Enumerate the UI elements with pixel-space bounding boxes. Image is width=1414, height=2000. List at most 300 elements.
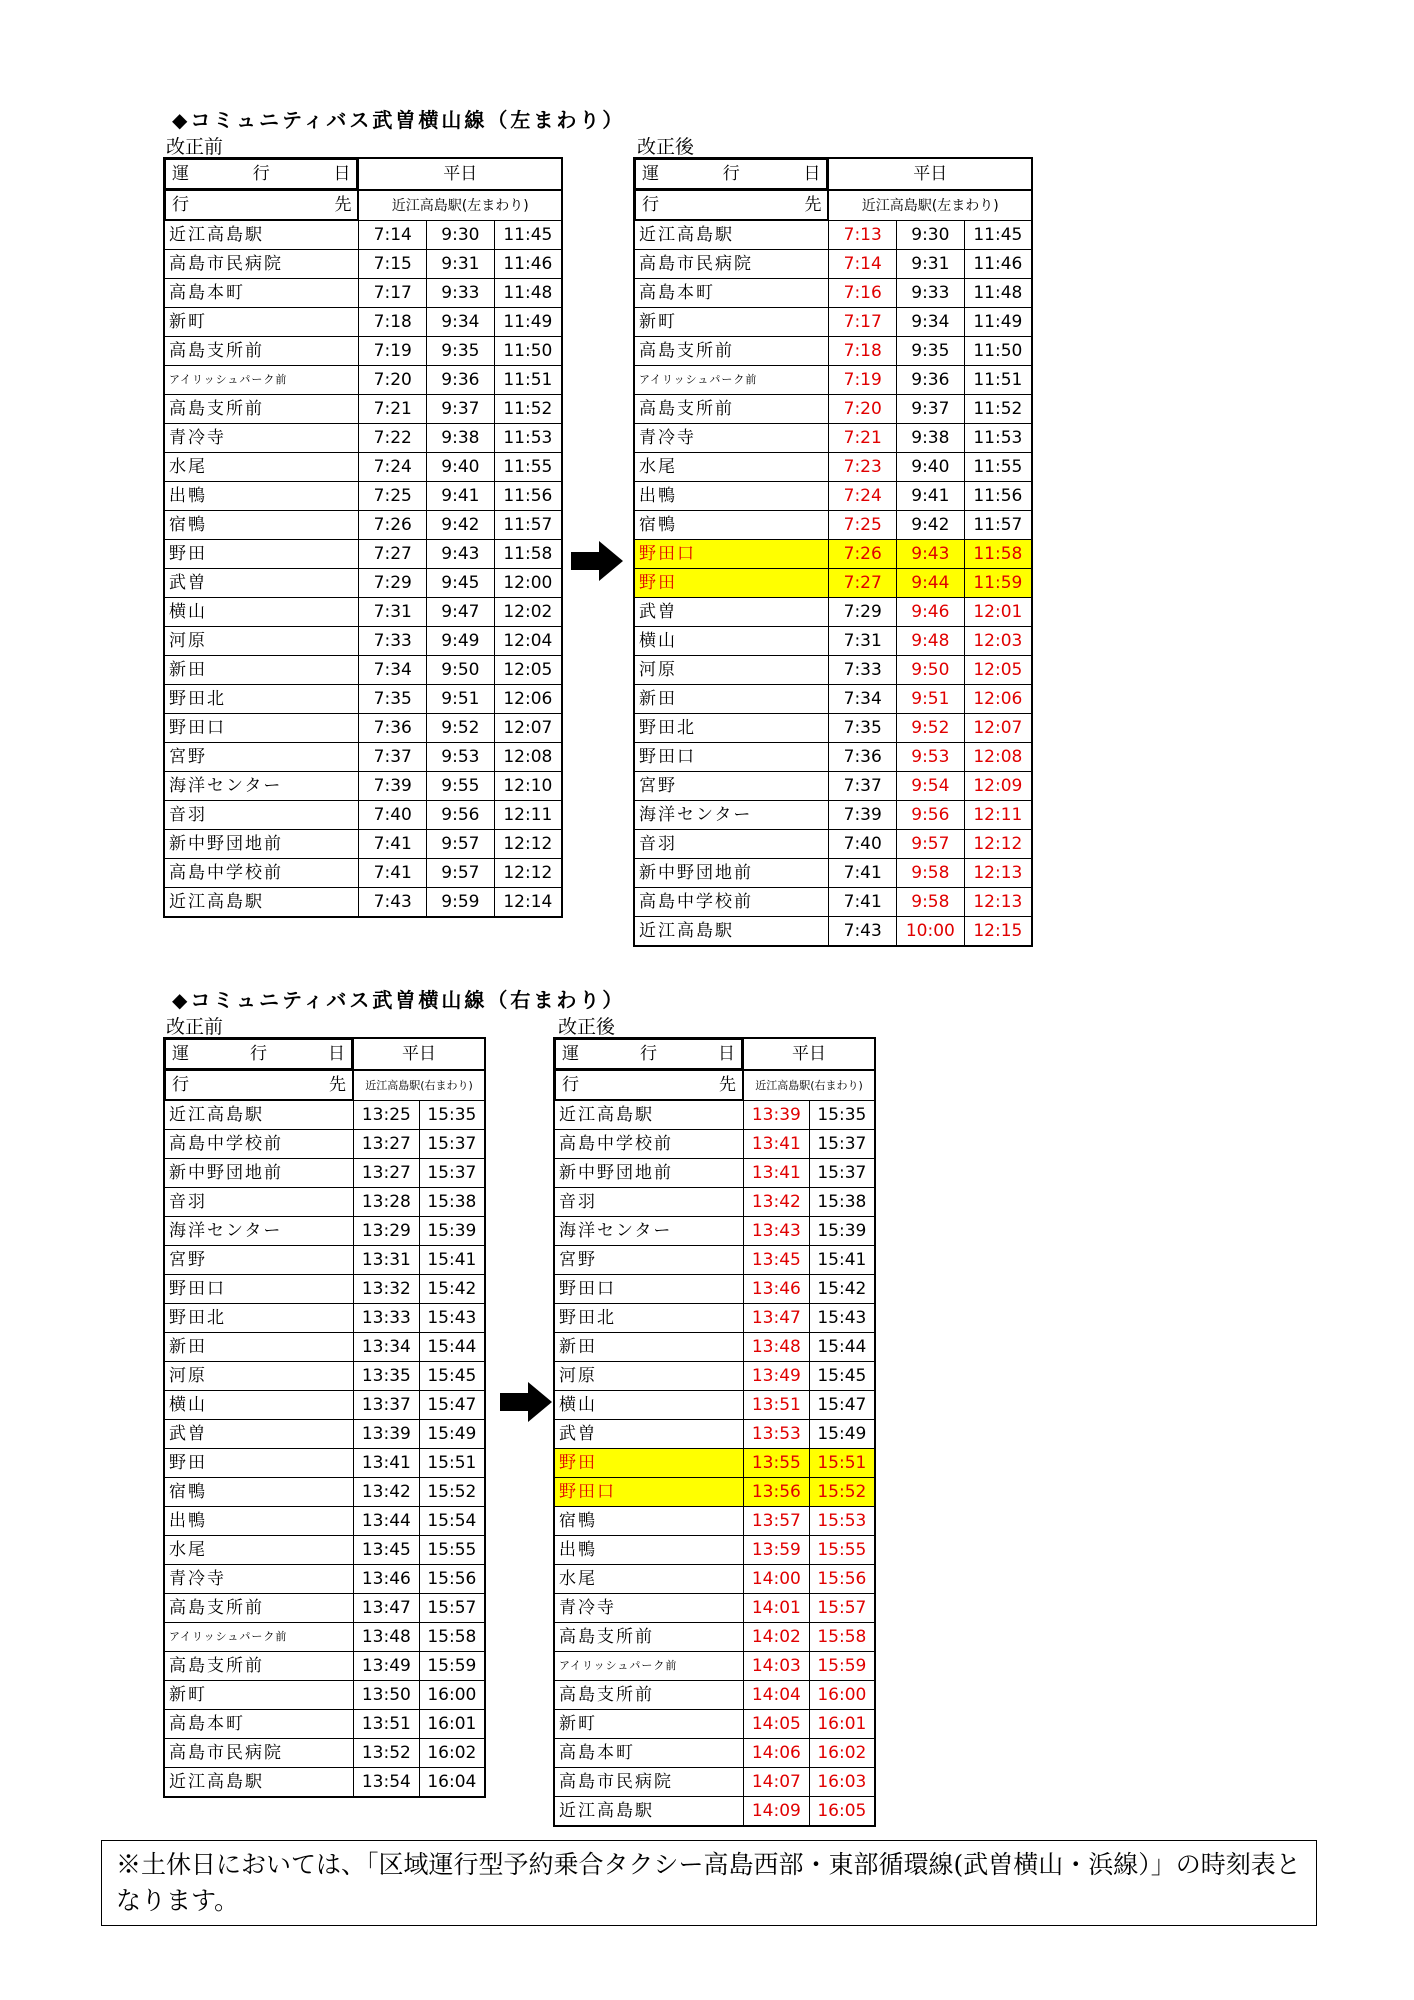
departure-time: 13:53 [744, 1420, 810, 1449]
departure-time: 14:07 [744, 1768, 810, 1797]
service-day-value: 平日 [744, 1038, 876, 1070]
departure-time: 11:59 [964, 569, 1032, 598]
departure-time: 12:06 [964, 685, 1032, 714]
stop-name: 海洋センター [634, 801, 829, 830]
departure-time: 12:08 [964, 743, 1032, 772]
table-row [164, 1768, 485, 1798]
departure-time: 7:22 [359, 424, 427, 453]
departure-time: 7:17 [829, 308, 897, 337]
stop-name: 近江高島駅 [164, 888, 359, 918]
table-row [554, 1159, 875, 1188]
timetable-right-loop-before [163, 1037, 486, 1798]
departure-time: 12:15 [964, 917, 1032, 947]
departure-time: 7:43 [829, 917, 897, 947]
stop-name: 海洋センター [164, 772, 359, 801]
table-row [634, 656, 1032, 685]
departure-time: 7:33 [829, 656, 897, 685]
departure-time: 7:17 [359, 279, 427, 308]
departure-time: 13:35 [354, 1362, 420, 1391]
departure-time: 13:44 [354, 1507, 420, 1536]
table-row [634, 221, 1032, 250]
departure-time: 15:37 [809, 1159, 875, 1188]
departure-time: 9:33 [427, 279, 495, 308]
table-row [634, 395, 1032, 424]
departure-time: 7:27 [359, 540, 427, 569]
departure-time: 14:09 [744, 1797, 810, 1827]
departure-time: 11:48 [964, 279, 1032, 308]
departure-time: 12:11 [494, 801, 562, 830]
table-row [554, 1507, 875, 1536]
departure-time: 7:36 [829, 743, 897, 772]
destination-label-char: 行 [172, 195, 189, 215]
table-row [634, 598, 1032, 627]
table-row [634, 569, 1032, 598]
table-row [554, 1739, 875, 1768]
table-row [164, 1101, 485, 1130]
departure-time: 15:51 [809, 1449, 875, 1478]
departure-time: 15:45 [809, 1362, 875, 1391]
departure-time: 12:11 [964, 801, 1032, 830]
departure-time: 9:57 [427, 859, 495, 888]
departure-time: 13:25 [354, 1101, 420, 1130]
departure-time: 7:31 [829, 627, 897, 656]
header-row-destination [554, 1070, 875, 1101]
stop-name: 新田 [164, 656, 359, 685]
stop-name: アイリッシュパーク前 [164, 1623, 354, 1652]
departure-time: 13:29 [354, 1217, 420, 1246]
destination-label-char: 先 [719, 1075, 736, 1095]
table-row [164, 656, 562, 685]
departure-time: 14:01 [744, 1594, 810, 1623]
stop-name: 音羽 [164, 801, 359, 830]
stop-name: 高島支所前 [164, 1652, 354, 1681]
table-row [554, 1594, 875, 1623]
departure-time: 13:57 [744, 1507, 810, 1536]
departure-time: 15:38 [419, 1188, 485, 1217]
stop-name: 野田口 [634, 743, 829, 772]
table-row [634, 917, 1032, 947]
table-row [554, 1188, 875, 1217]
table-row [164, 1478, 485, 1507]
departure-time: 13:28 [354, 1188, 420, 1217]
table-row [164, 801, 562, 830]
departure-time: 11:49 [494, 308, 562, 337]
departure-time: 9:40 [897, 453, 965, 482]
departure-time: 16:00 [419, 1681, 485, 1710]
departure-time: 9:34 [897, 308, 965, 337]
table-row [164, 743, 562, 772]
departure-time: 13:48 [354, 1623, 420, 1652]
departure-time: 11:53 [494, 424, 562, 453]
table-row [164, 1623, 485, 1652]
departure-time: 7:19 [829, 366, 897, 395]
departure-time: 13:32 [354, 1275, 420, 1304]
table-row [634, 685, 1032, 714]
stop-name: アイリッシュパーク前 [634, 366, 829, 395]
departure-time: 13:41 [744, 1159, 810, 1188]
stop-name: 音羽 [634, 830, 829, 859]
right-arrow-icon [500, 1382, 552, 1422]
stop-name: 宮野 [164, 743, 359, 772]
departure-time: 7:23 [829, 453, 897, 482]
stop-name: 出鴨 [164, 482, 359, 511]
table-row [554, 1652, 875, 1681]
after-label: 改正後 [637, 136, 695, 158]
departure-time: 11:49 [964, 308, 1032, 337]
table-row [634, 859, 1032, 888]
departure-time: 9:31 [897, 250, 965, 279]
departure-time: 7:39 [829, 801, 897, 830]
table-row [164, 1333, 485, 1362]
departure-time: 9:41 [897, 482, 965, 511]
stop-name: 新田 [164, 1333, 354, 1362]
table-row [164, 250, 562, 279]
stop-name: 青冷寺 [634, 424, 829, 453]
departure-time: 7:21 [829, 424, 897, 453]
departure-time: 15:55 [809, 1536, 875, 1565]
departure-time: 15:47 [419, 1391, 485, 1420]
departure-time: 14:04 [744, 1681, 810, 1710]
departure-time: 7:41 [359, 830, 427, 859]
stop-name: アイリッシュパーク前 [164, 366, 359, 395]
stop-name: 宿鴨 [634, 511, 829, 540]
departure-time: 11:56 [494, 482, 562, 511]
departure-time: 9:52 [427, 714, 495, 743]
table-row [634, 482, 1032, 511]
departure-time: 12:03 [964, 627, 1032, 656]
table-row [164, 337, 562, 366]
departure-time: 15:35 [809, 1101, 875, 1130]
table-row [634, 772, 1032, 801]
stop-name: 宿鴨 [164, 1478, 354, 1507]
departure-time: 11:46 [964, 250, 1032, 279]
departure-time: 7:40 [359, 801, 427, 830]
table-row [634, 308, 1032, 337]
table-row [164, 598, 562, 627]
table-row [554, 1536, 875, 1565]
departure-time: 11:48 [494, 279, 562, 308]
table-row [554, 1362, 875, 1391]
stop-name: 近江高島駅 [164, 1101, 354, 1130]
stop-name: 出鴨 [554, 1536, 744, 1565]
table-row [164, 1246, 485, 1275]
table-row [164, 1217, 485, 1246]
departure-time: 15:52 [419, 1478, 485, 1507]
departure-time: 9:50 [427, 656, 495, 685]
departure-time: 16:00 [809, 1681, 875, 1710]
stop-name: 宮野 [634, 772, 829, 801]
stop-name: 宮野 [554, 1246, 744, 1275]
departure-time: 7:31 [359, 598, 427, 627]
stop-name: 野田口 [634, 540, 829, 569]
table-row [164, 1739, 485, 1768]
table-row [554, 1391, 875, 1420]
departure-time: 13:52 [354, 1739, 420, 1768]
stop-name: 高島本町 [164, 1710, 354, 1739]
table-row [634, 366, 1032, 395]
stop-name: 近江高島駅 [634, 221, 829, 250]
departure-time: 15:39 [809, 1217, 875, 1246]
departure-time: 16:01 [809, 1710, 875, 1739]
table-row [554, 1304, 875, 1333]
stop-name: 横山 [164, 1391, 354, 1420]
departure-time: 12:12 [494, 830, 562, 859]
stop-name: アイリッシュパーク前 [554, 1652, 744, 1681]
departure-time: 9:51 [427, 685, 495, 714]
stop-name: 新町 [634, 308, 829, 337]
destination-label [555, 1070, 743, 1100]
service-day-label-char: 日 [333, 164, 351, 184]
table-row [554, 1101, 875, 1130]
departure-time: 7:35 [829, 714, 897, 743]
departure-time: 15:55 [419, 1536, 485, 1565]
departure-time: 7:41 [359, 859, 427, 888]
header-row-destination [634, 190, 1032, 221]
table-row [634, 627, 1032, 656]
stop-name: 河原 [554, 1362, 744, 1391]
departure-time: 9:37 [897, 395, 965, 424]
stop-name: 野田 [164, 1449, 354, 1478]
departure-time: 12:12 [494, 859, 562, 888]
departure-time: 14:00 [744, 1565, 810, 1594]
departure-time: 9:53 [897, 743, 965, 772]
table-row [554, 1130, 875, 1159]
departure-time: 11:45 [964, 221, 1032, 250]
header-row-service-day [164, 158, 562, 190]
destination-label-char: 行 [172, 1075, 189, 1095]
stop-name: 武曽 [554, 1420, 744, 1449]
stop-name: 野田 [164, 540, 359, 569]
destination-value: 近江高島駅(左まわり) [829, 190, 1032, 221]
stop-name: 近江高島駅 [554, 1797, 744, 1827]
departure-time: 13:41 [354, 1449, 420, 1478]
departure-time: 13:37 [354, 1391, 420, 1420]
destination-value: 近江高島駅(右まわり) [354, 1070, 486, 1101]
stop-name: 高島支所前 [554, 1681, 744, 1710]
departure-time: 13:43 [744, 1217, 810, 1246]
departure-time: 15:49 [809, 1420, 875, 1449]
departure-time: 7:26 [359, 511, 427, 540]
departure-time: 14:06 [744, 1739, 810, 1768]
before-label: 改正前 [166, 136, 224, 158]
departure-time: 11:51 [964, 366, 1032, 395]
stop-name: 野田 [634, 569, 829, 598]
departure-time: 11:58 [964, 540, 1032, 569]
stop-name: 青冷寺 [164, 424, 359, 453]
stop-name: 高島支所前 [164, 395, 359, 424]
departure-time: 16:02 [419, 1739, 485, 1768]
stop-name: 水尾 [554, 1565, 744, 1594]
departure-time: 7:34 [359, 656, 427, 685]
departure-time: 7:40 [829, 830, 897, 859]
table-row [164, 540, 562, 569]
departure-time: 7:27 [829, 569, 897, 598]
right-arrow-icon [571, 541, 623, 581]
table-row [164, 1449, 485, 1478]
departure-time: 13:33 [354, 1304, 420, 1333]
table-row [164, 1681, 485, 1710]
destination-label-char: 先 [329, 1075, 346, 1095]
table-row [164, 308, 562, 337]
destination-value: 近江高島駅(右まわり) [744, 1070, 876, 1101]
table-row [634, 453, 1032, 482]
departure-time: 12:14 [494, 888, 562, 918]
departure-time: 15:39 [419, 1217, 485, 1246]
table-row [164, 424, 562, 453]
departure-time: 9:52 [897, 714, 965, 743]
departure-time: 9:42 [897, 511, 965, 540]
table-row [164, 569, 562, 598]
stop-name: 新田 [634, 685, 829, 714]
timetable-right-loop-after [553, 1037, 876, 1827]
departure-time: 12:09 [964, 772, 1032, 801]
departure-time: 16:01 [419, 1710, 485, 1739]
departure-time: 15:42 [809, 1275, 875, 1304]
departure-time: 9:59 [427, 888, 495, 918]
stop-name: 高島中学校前 [164, 1130, 354, 1159]
departure-time: 15:42 [419, 1275, 485, 1304]
departure-time: 9:30 [897, 221, 965, 250]
table-row [554, 1478, 875, 1507]
table-row [634, 540, 1032, 569]
header-row-service-day [164, 1038, 485, 1070]
stop-name: 野田 [554, 1449, 744, 1478]
departure-time: 13:39 [744, 1101, 810, 1130]
departure-time: 15:41 [419, 1246, 485, 1275]
table-row [164, 1536, 485, 1565]
table-row [634, 250, 1032, 279]
stop-name: 近江高島駅 [634, 917, 829, 947]
table-row [164, 1188, 485, 1217]
departure-time: 9:57 [427, 830, 495, 859]
service-day-label-char: 行 [252, 164, 270, 184]
departure-time: 11:58 [494, 540, 562, 569]
stop-name: 新田 [554, 1333, 744, 1362]
stop-name: 音羽 [554, 1188, 744, 1217]
table-row [634, 337, 1032, 366]
stop-name: 高島支所前 [634, 337, 829, 366]
stop-name: 宿鴨 [164, 511, 359, 540]
departure-time: 15:41 [809, 1246, 875, 1275]
stop-name: 野田口 [554, 1275, 744, 1304]
departure-time: 12:05 [494, 656, 562, 685]
departure-time: 11:52 [494, 395, 562, 424]
departure-time: 15:57 [809, 1594, 875, 1623]
departure-time: 15:56 [809, 1565, 875, 1594]
departure-time: 7:20 [359, 366, 427, 395]
stop-name: 武曽 [164, 1420, 354, 1449]
departure-time: 13:47 [354, 1594, 420, 1623]
service-day-label-char: 行 [250, 1044, 267, 1064]
table-row [554, 1797, 875, 1827]
stop-name: 高島中学校前 [554, 1130, 744, 1159]
departure-time: 7:24 [829, 482, 897, 511]
table-row [554, 1333, 875, 1362]
service-day-label-char: 運 [172, 1044, 189, 1064]
stop-name: 河原 [164, 627, 359, 656]
departure-time: 9:36 [897, 366, 965, 395]
departure-time: 7:19 [359, 337, 427, 366]
service-day-label [165, 159, 358, 190]
departure-time: 15:58 [809, 1623, 875, 1652]
departure-time: 13:50 [354, 1681, 420, 1710]
table-row [164, 627, 562, 656]
table-row [634, 801, 1032, 830]
departure-time: 7:29 [829, 598, 897, 627]
departure-time: 11:50 [964, 337, 1032, 366]
departure-time: 11:51 [494, 366, 562, 395]
departure-time: 12:10 [494, 772, 562, 801]
departure-time: 9:35 [897, 337, 965, 366]
stop-name: 野田北 [164, 685, 359, 714]
departure-time: 13:45 [744, 1246, 810, 1275]
stop-name: 海洋センター [554, 1217, 744, 1246]
departure-time: 15:57 [419, 1594, 485, 1623]
table-row [164, 511, 562, 540]
departure-time: 15:53 [809, 1507, 875, 1536]
stop-name: 近江高島駅 [164, 1768, 354, 1798]
departure-time: 11:55 [494, 453, 562, 482]
departure-time: 9:33 [897, 279, 965, 308]
departure-time: 12:07 [494, 714, 562, 743]
table-row [164, 830, 562, 859]
table-row [634, 888, 1032, 917]
departure-time: 15:45 [419, 1362, 485, 1391]
departure-time: 15:52 [809, 1478, 875, 1507]
departure-time: 11:57 [494, 511, 562, 540]
departure-time: 15:58 [419, 1623, 485, 1652]
departure-time: 12:06 [494, 685, 562, 714]
departure-time: 12:08 [494, 743, 562, 772]
stop-name: 新中野団地前 [164, 1159, 354, 1188]
departure-time: 9:51 [897, 685, 965, 714]
destination-label-char: 先 [804, 195, 822, 215]
stop-name: 高島市民病院 [554, 1768, 744, 1797]
table-row [164, 714, 562, 743]
table-row [554, 1565, 875, 1594]
stop-name: 高島本町 [554, 1739, 744, 1768]
service-day-value: 平日 [829, 158, 1032, 190]
stop-name: 新町 [164, 1681, 354, 1710]
departure-time: 13:56 [744, 1478, 810, 1507]
service-day-label [555, 1039, 743, 1070]
stop-name: 青冷寺 [554, 1594, 744, 1623]
departure-time: 9:43 [427, 540, 495, 569]
destination-label [165, 190, 358, 220]
stop-name: 高島市民病院 [634, 250, 829, 279]
departure-time: 11:52 [964, 395, 1032, 424]
table-row [164, 453, 562, 482]
departure-time: 15:56 [419, 1565, 485, 1594]
table-row [164, 1275, 485, 1304]
table-row [554, 1246, 875, 1275]
departure-time: 9:42 [427, 511, 495, 540]
departure-time: 9:31 [427, 250, 495, 279]
departure-time: 9:58 [897, 859, 965, 888]
departure-time: 16:02 [809, 1739, 875, 1768]
departure-time: 13:46 [354, 1565, 420, 1594]
table-row [164, 279, 562, 308]
departure-time: 15:54 [419, 1507, 485, 1536]
departure-time: 7:24 [359, 453, 427, 482]
table-row [164, 685, 562, 714]
departure-time: 7:18 [829, 337, 897, 366]
table-row [554, 1217, 875, 1246]
departure-time: 9:49 [427, 627, 495, 656]
header-row-destination [164, 1070, 485, 1101]
departure-time: 15:59 [419, 1652, 485, 1681]
stop-name: 河原 [164, 1362, 354, 1391]
